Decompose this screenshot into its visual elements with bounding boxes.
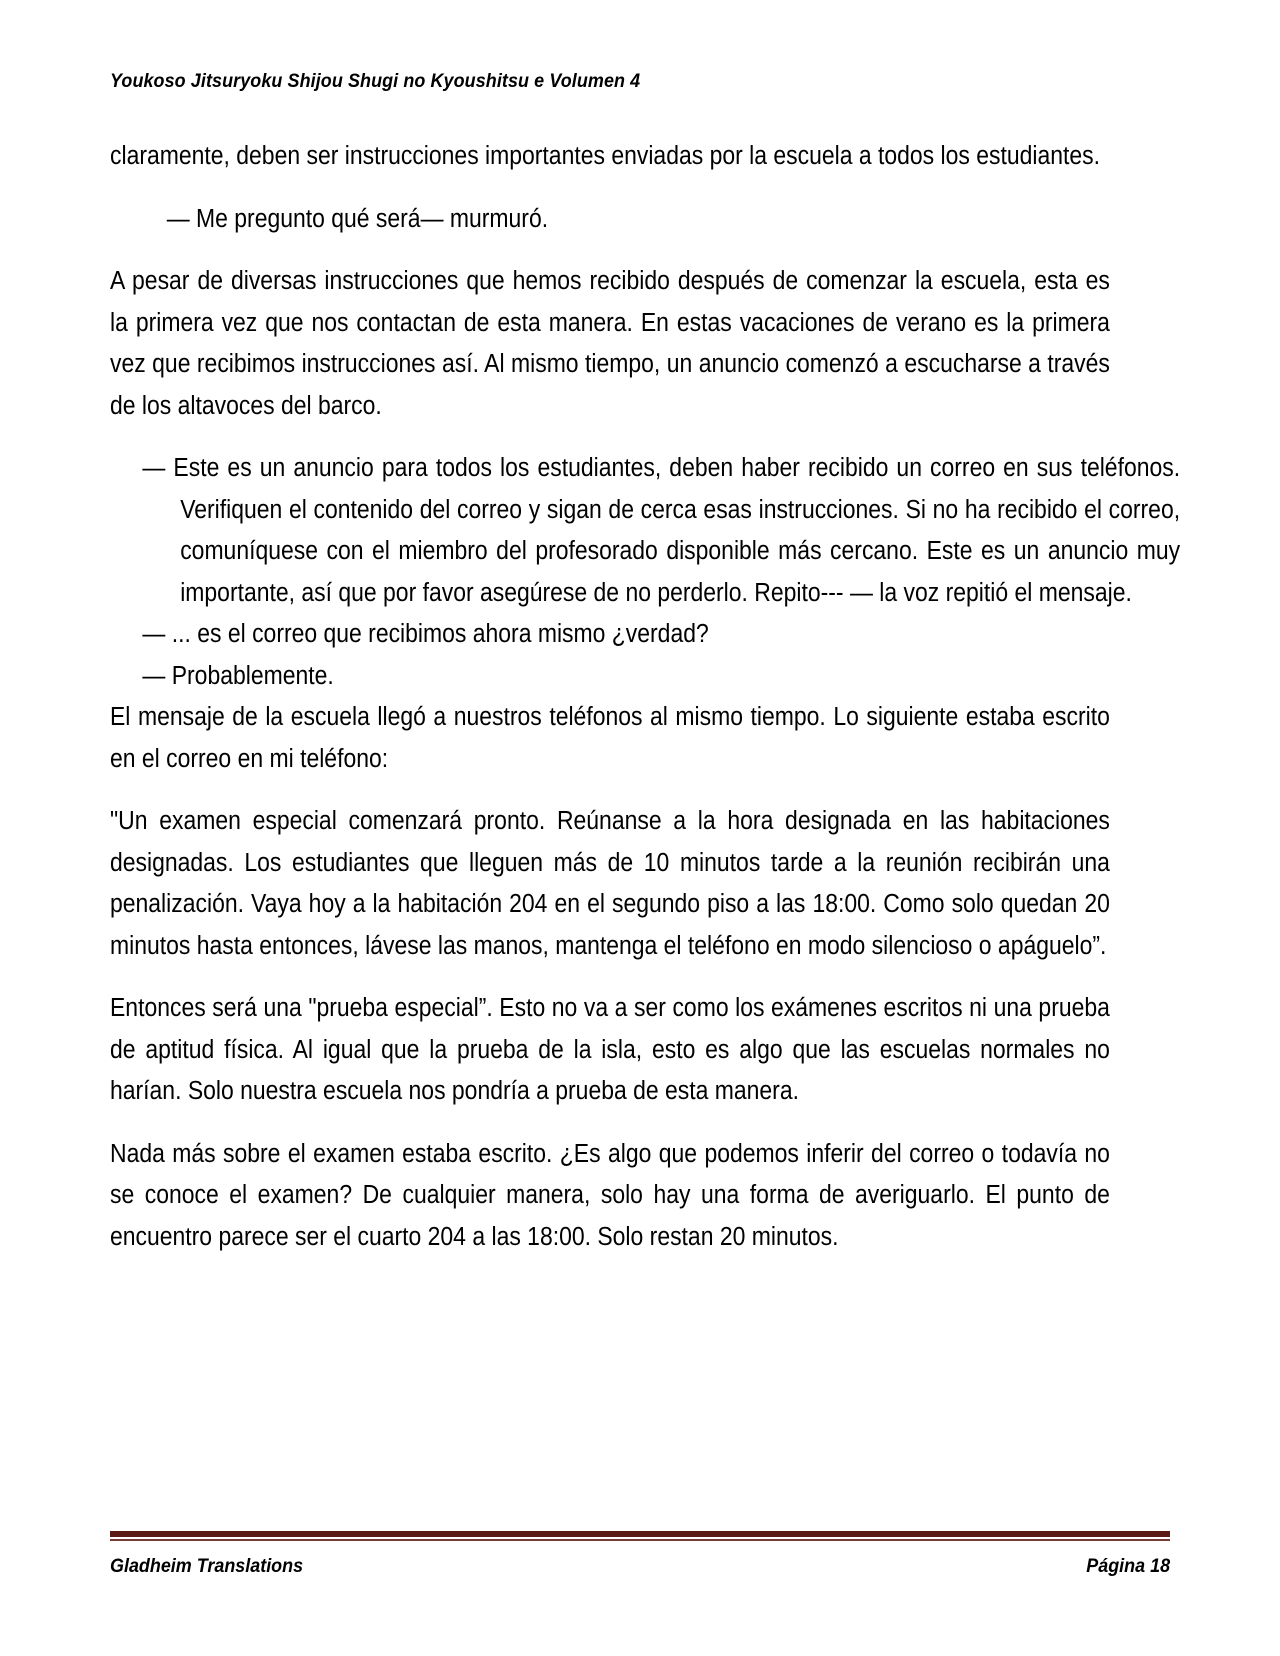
page-header <box>110 70 1170 93</box>
page-footer <box>110 1531 1170 1578</box>
paragraph-email-quote: "Un examen especial comenzará pronto. Reúnanse a la hora designada en las habitaciones designadas. Los estudiantes que lleguen más de 10 minutos tarde a la reunión recibirán una penalización. Vaya hoy a la habitación 204 en el segundo piso a las 18:00. Como solo quedan 20 minutos hasta entonces, lávese las manos, mantenga el teléfono en modo silencioso o apáguelo”. <box>110 807 1110 960</box>
header-book-title: Youkoso Jitsuryoku Shijou Shugi no Kyoushitsu e Volumen 4 <box>110 70 641 92</box>
dialogue-block-anuncio: — Este es un anuncio para todos los estudiantes, deben haber recibido un correo en sus teléfonos. Verifiquen el contenido del correo y sigan de cerca esas instrucciones. Si no ha recibido el correo, comuníquese con el miembro del profesorado disponible más cercano. Este es un anuncio muy importante, así que por favor asegúrese de no perderlo. Repito--- — la voz repitió el mensaje. <box>142 454 1181 607</box>
paragraph-prueba-especial: Entonces será una "prueba especial”. Esto no va a ser como los exámenes escritos ni una prueba de aptitud física. Al igual que la prueba de la isla, esto es algo que las escuelas normales no harían. Solo nuestra escuela nos pondría a prueba de esta manera. <box>110 994 1110 1105</box>
footer-translator-credit: Gladheim Translations <box>110 1555 304 1577</box>
footer-page-number: Página 18 <box>1086 1555 1170 1577</box>
paragraph-instrucciones: A pesar de diversas instrucciones que hemos recibido después de comenzar la escuela, esta es la primera vez que nos contactan de esta manera. En estas vacaciones de verano es la primera vez que recibimos instrucciones así. Al mismo tiempo, un anuncio comenzó a escucharse a través de los altavoces del barco. <box>110 267 1110 420</box>
footer-row <box>110 1555 1170 1578</box>
paragraph-continuation: claramente, deben ser instrucciones importantes enviadas por la escuela a todos los estudiantes. <box>110 142 1100 170</box>
paragraph-nada-mas: Nada más sobre el examen estaba escrito. ¿Es algo que podemos inferir del correo o todavía no se conoce el examen? De cualquier manera, solo hay una forma de averiguarlo. El punto de encuentro parece ser el cuarto 204 a las 18:00. Solo restan 20 minutos. <box>110 1139 1110 1251</box>
dialogue-line-correo: — ... es el correo que recibimos ahora mismo ¿verdad? <box>142 620 709 648</box>
dialogue-line-probablemente: — Probablemente. <box>142 661 334 690</box>
footer-rule-thin <box>110 1539 1170 1541</box>
paragraph-mensaje-escuela: El mensaje de la escuela llegó a nuestros teléfonos al mismo tiempo. Lo siguiente estaba escrito en el correo en mi teléfono: <box>110 703 1110 773</box>
body-text-column <box>110 136 1181 1258</box>
dialogue-line-murmuro: — Me pregunto qué será— murmuró. <box>166 204 549 233</box>
